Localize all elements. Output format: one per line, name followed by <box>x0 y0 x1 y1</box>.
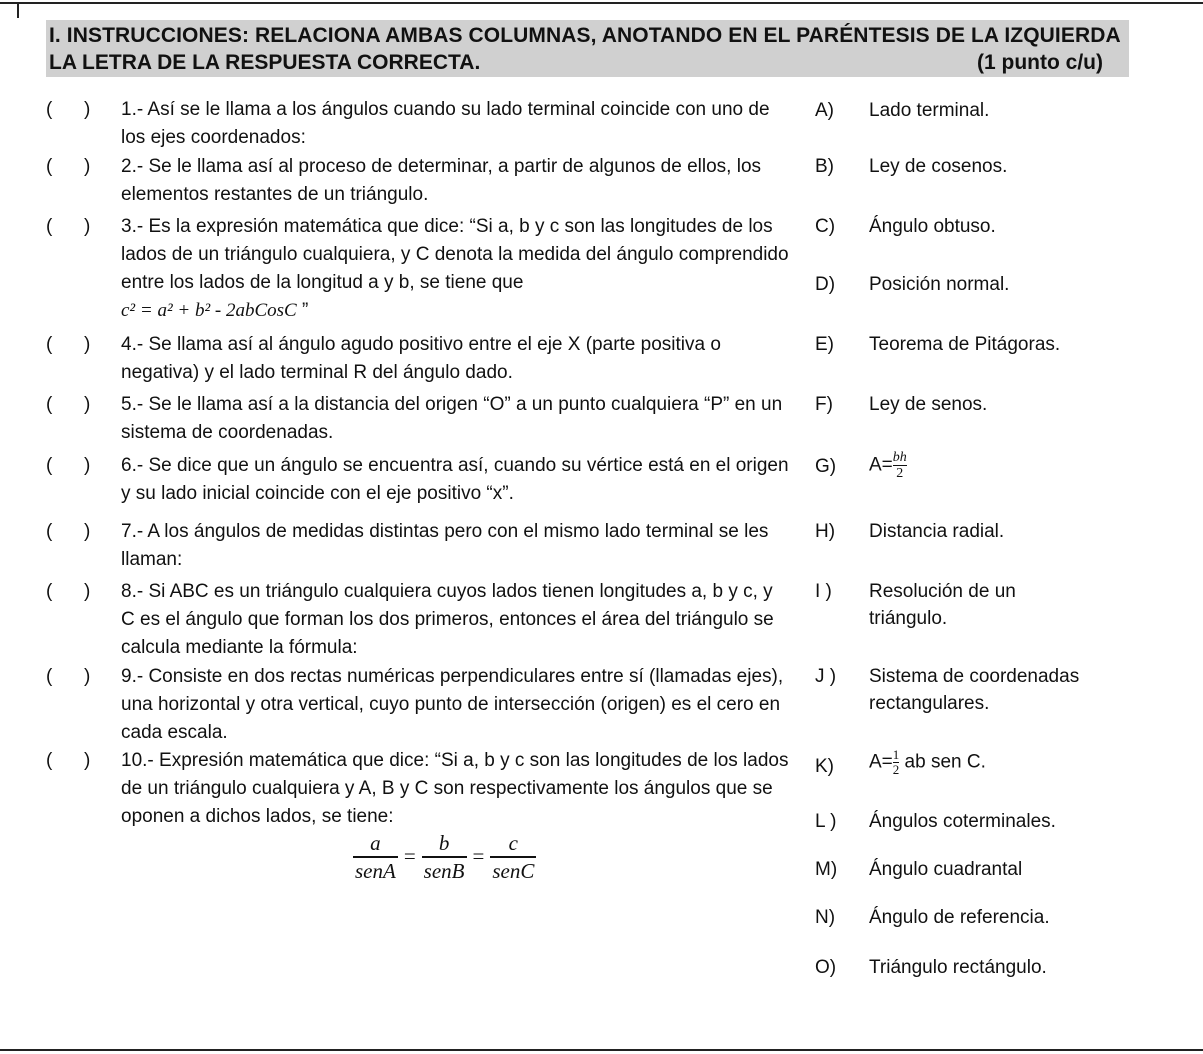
option-letter: M) <box>815 859 838 880</box>
answer-blank[interactable]: ( ) <box>46 521 91 542</box>
law-of-cosines-formula: c² = a² + b² - 2abCosC <box>121 300 297 321</box>
option-letter: C) <box>815 216 836 237</box>
option-text: Ángulos coterminales. <box>869 811 1056 832</box>
instructions-line-1: I. INSTRUCCIONES: RELACIONA AMBAS COLUMNAS, ANOTANDO EN EL PARÉNTESIS DE LA IZQUIERDA <box>49 24 1121 47</box>
law-of-sines-formula <box>349 830 540 884</box>
denominator: senA <box>355 858 396 883</box>
fraction-c <box>490 830 536 884</box>
answer-blank[interactable]: ( ) <box>46 666 91 687</box>
option-letter: L ) <box>815 811 837 832</box>
area-fraction <box>893 450 907 481</box>
bottom-border <box>0 1049 1203 1051</box>
option-letter: B) <box>815 156 834 177</box>
option-letter: D) <box>815 274 836 295</box>
option-letter: E) <box>815 334 834 355</box>
option-text: Teorema de Pitágoras. <box>869 334 1061 355</box>
denominator: senB <box>423 858 465 883</box>
numerator: bh <box>892 450 907 465</box>
closing-quote: ” <box>296 300 309 321</box>
top-border <box>0 2 1203 4</box>
formula-prefix: A= <box>869 454 893 476</box>
question-text: 4.- Se llama así al ángulo agudo positivo entre el eje X (parte positiva o negativa) y el lado terminal R del ángulo dado. <box>121 334 721 383</box>
formula-suffix: ab sen C. <box>899 751 986 773</box>
option-letter: K) <box>815 756 834 777</box>
question-text <box>121 213 791 325</box>
denominator: senC <box>492 858 535 883</box>
option-text: Triángulo rectángulo. <box>869 957 1047 978</box>
answer-blank[interactable]: ( ) <box>46 156 91 177</box>
answer-blank[interactable]: ( ) <box>46 581 91 602</box>
answer-blank[interactable]: ( ) <box>46 750 91 771</box>
numerator: a <box>370 831 381 855</box>
fraction-b <box>422 830 467 884</box>
numerator: c <box>508 831 518 855</box>
fraction-a <box>353 830 398 884</box>
answer-blank[interactable]: ( ) <box>46 334 91 355</box>
option-text: Distancia radial. <box>869 521 1005 542</box>
question-text: 1.- Así se le llama a los ángulos cuando su lado terminal coincide con uno de los ejes coordenados: <box>121 99 770 148</box>
instructions-line-2 <box>49 49 1127 76</box>
option-text: Resolución de un triángulo. <box>869 581 1016 629</box>
question-text: 10.- Expresión matemática que dice: “Si a, b y c son las longitudes de los lados de un triángulo cualquiera y A, B y C son respectivamente los ángulos que se oponen a dichos lados, se tiene: <box>121 750 789 827</box>
left-border-tick <box>17 2 19 18</box>
answer-blank[interactable]: ( ) <box>46 394 91 415</box>
option-formula <box>869 748 1199 777</box>
question-text: 7.- A los ángulos de medidas distintas pero con el mismo lado terminal se les llaman: <box>121 521 769 570</box>
answer-blank[interactable]: ( ) <box>46 216 91 237</box>
question-text: 9.- Consiste en dos rectas numéricas perpendiculares entre sí (llamadas ejes), una horizontal y otra vertical, cuyo punto de intersección (origen) es el cero en cada escala. <box>121 666 784 743</box>
option-text: Sistema de coordenadas rectangulares. <box>869 666 1080 714</box>
option-letter: G) <box>815 456 837 477</box>
denominator: 2 <box>896 466 904 481</box>
instructions-header <box>46 20 1129 77</box>
option-letter: N) <box>815 907 836 928</box>
equals-sign: = <box>472 844 485 869</box>
option-letter: I ) <box>815 581 832 602</box>
option-letter: A) <box>815 100 834 121</box>
equals-sign: = <box>403 844 416 869</box>
option-letter: H) <box>815 521 836 542</box>
question-text: 8.- Si ABC es un triángulo cualquiera cuyos lados tienen longitudes a, b y c, y C es el ángulo que forman los dos primeros, entonces el área del triángulo se calcula mediante la fórmula: <box>121 581 774 658</box>
question-text-body: 3.- Es la expresión matemática que dice: “Si a, b y c son las longitudes de los lados de un triángulo cualquiera, y C denota la medida del ángulo comprendido entre los lados de la longitud a y b, se tiene que <box>121 216 789 293</box>
option-text: Posición normal. <box>869 274 1010 295</box>
option-text: Ley de cosenos. <box>869 156 1008 177</box>
option-text: Ángulo cuadrantal <box>869 859 1023 880</box>
option-letter: O) <box>815 957 837 978</box>
answer-blank[interactable]: ( ) <box>46 455 91 476</box>
option-letter: J ) <box>815 666 837 687</box>
numerator: b <box>438 831 450 855</box>
points-label: (1 punto c/u) <box>977 51 1103 74</box>
question-text: 5.- Se le llama así a la distancia del origen “O” a un punto cualquiera “P” en un sistema de coordenadas. <box>121 394 783 443</box>
option-letter: F) <box>815 394 833 415</box>
instructions-line-2-text: LA LETRA DE LA RESPUESTA CORRECTA. <box>49 51 481 74</box>
question-text: 2.- Se le llama así al proceso de determinar, a partir de algunos de ellos, los elementos restantes de un triángulo. <box>121 156 762 205</box>
question-text: 6.- Se dice que un ángulo se encuentra así, cuando su vértice está en el origen y su lado inicial coincide con el eje positivo “x”. <box>121 455 789 504</box>
option-text: Ley de senos. <box>869 394 988 415</box>
formula-prefix: A= <box>869 751 893 773</box>
answer-blank[interactable]: ( ) <box>46 99 91 120</box>
option-text: Ángulo de referencia. <box>869 907 1050 928</box>
denominator: 2 <box>892 762 900 777</box>
option-text: Ángulo obtuso. <box>869 216 996 237</box>
numerator: 1 <box>892 747 900 762</box>
option-text: Lado terminal. <box>869 100 990 121</box>
option-formula <box>869 450 1199 481</box>
